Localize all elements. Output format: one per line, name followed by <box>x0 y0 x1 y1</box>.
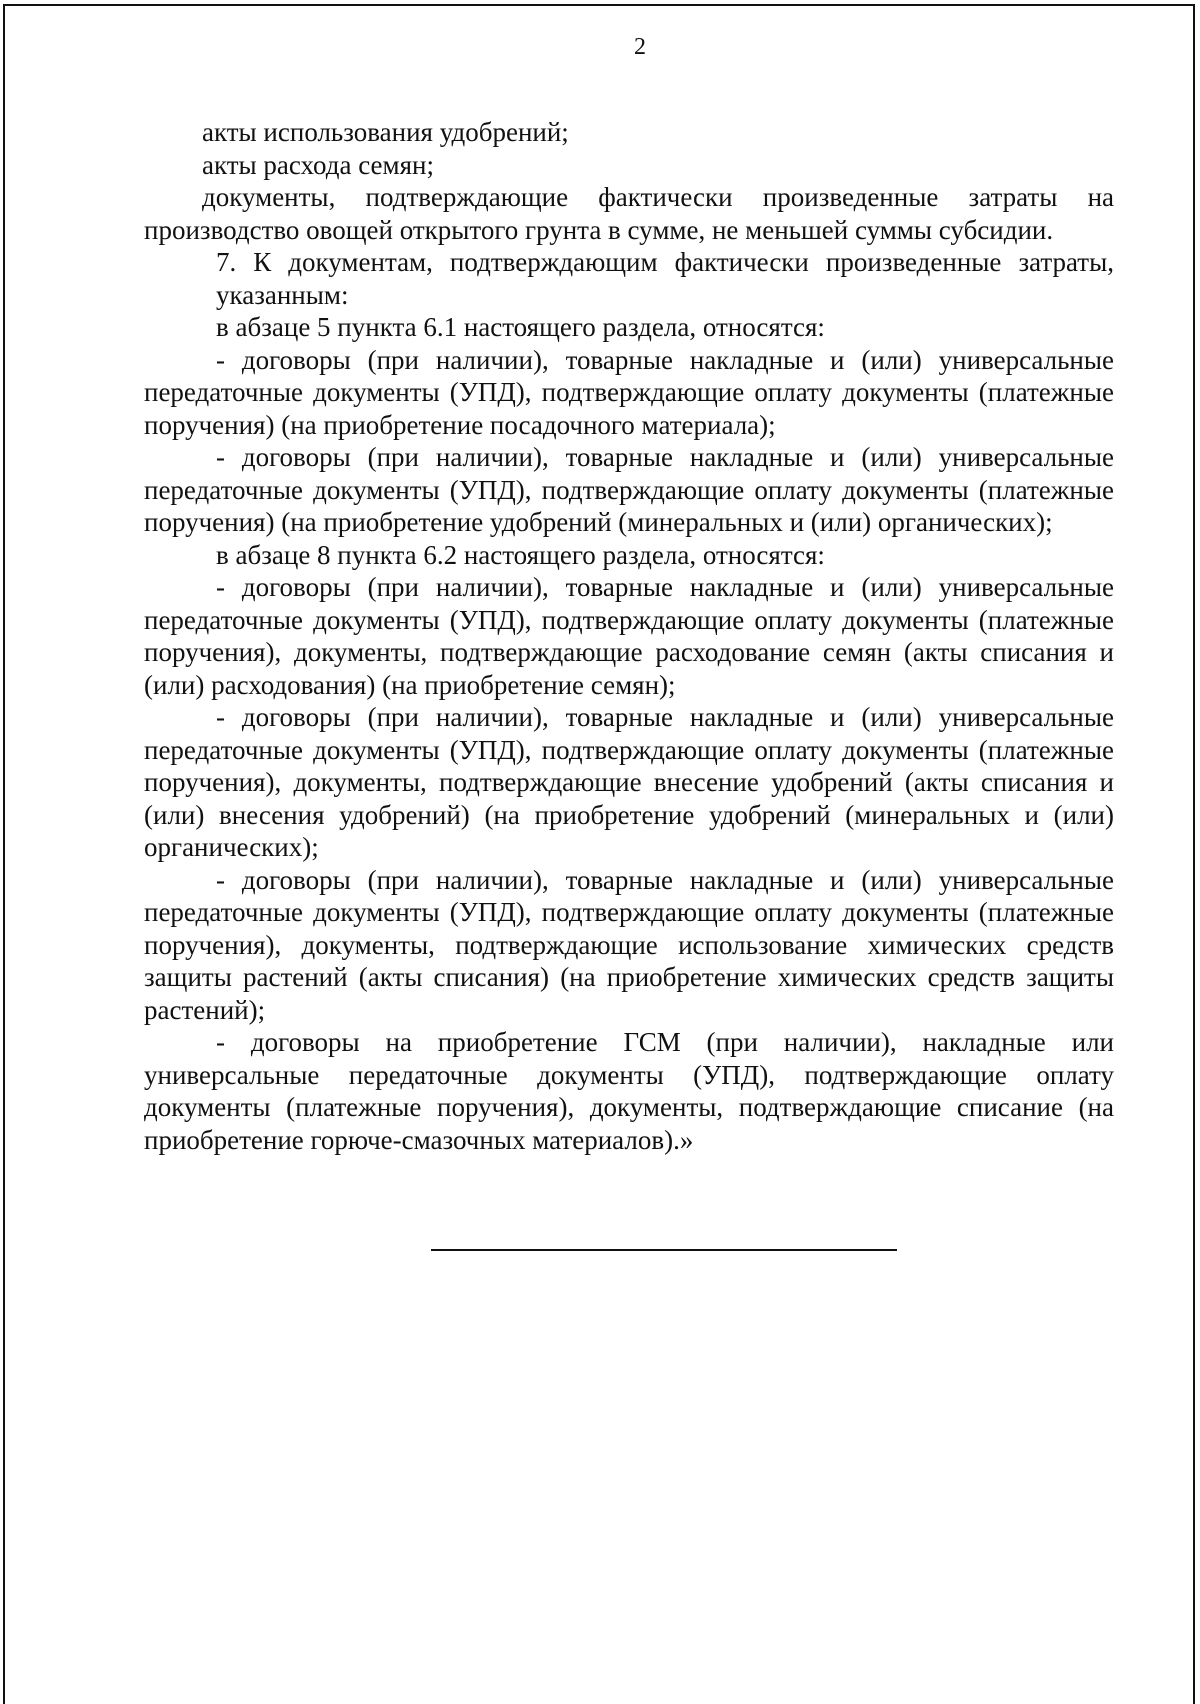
document-body <box>144 116 1114 1156</box>
list-item: - договоры (при наличии), товарные накладные и (или) универсальные передаточные документы (УПД), подтверждающие оплату документы (платежные поручения), документы, подтверждающие расходование семян (акты списания и (или) расходования) (на приобретение семян); <box>144 572 1114 700</box>
paragraph: в абзаце 8 пункта 6.2 настоящего раздела, относятся: <box>216 539 825 570</box>
list-item: - договоры (при наличии), товарные накладные и (или) универсальные передаточные документы (УПД), подтверждающие оплату документы (платежные поручения), документы, подтверждающие внесение удобрений (акты списания и (или) внесения удобрений) (на приобретение удобрений (минеральных и (или) органических); <box>144 702 1114 862</box>
paragraph: акты расхода семян; <box>202 149 434 180</box>
list-item: - договоры на приобретение ГСМ (при наличии), накладные или универсальные передаточные документы (УПД), подтверждающие оплату документы (платежные поручения), документы, подтверждающие списание (на приобретение горюче-смазочных материалов).» <box>144 1027 1114 1155</box>
paragraph: акты использования удобрений; <box>202 117 569 147</box>
page-number: 2 <box>634 34 646 60</box>
paragraph: в абзаце 5 пункта 6.1 настоящего раздела, относятся: <box>216 312 825 342</box>
list-item: - договоры (при наличии), товарные накладные и (или) универсальные передаточные документы (УПД), подтверждающие оплату документы (платежные поручения) (на приобретение удобрений (минеральных и (или) органических); <box>144 442 1114 537</box>
end-separator-line <box>431 1249 897 1251</box>
list-item: - договоры (при наличии), товарные накладные и (или) универсальные передаточные документы (УПД), подтверждающие оплату документы (платежные поручения), документы, подтверждающие использование химических средств защиты растений (акты списания) (на приобретение химических средств защиты растений); <box>144 864 1114 1025</box>
paragraph: документы, подтверждающие фактически произведенные затраты на производство овощей открытого грунта в сумме, не меньшей суммы субсидии. <box>144 182 1114 245</box>
list-item: - договоры (при наличии), товарные накладные и (или) универсальные передаточные документы (УПД), подтверждающие оплату документы (платежные поручения) (на приобретение посадочного материала); <box>144 344 1114 440</box>
paragraph-item-7: 7. К документам, подтверждающим фактически произведенные затраты, указанным: <box>216 247 1114 310</box>
